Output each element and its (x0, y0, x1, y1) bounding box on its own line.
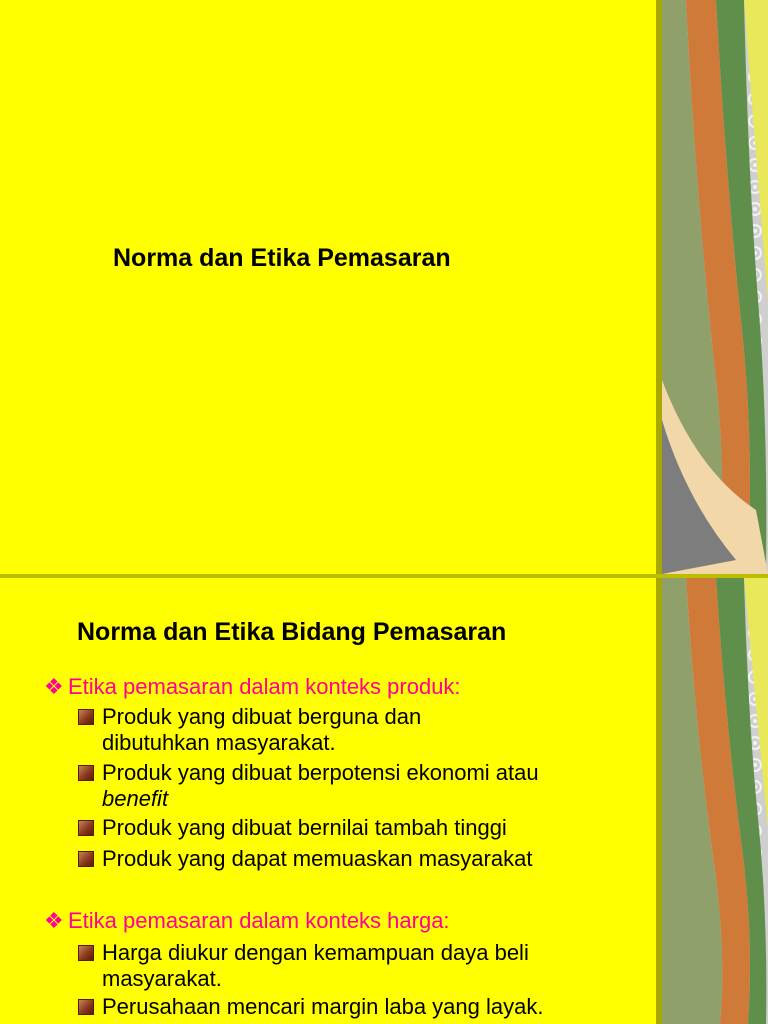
list-item: Perusahaan mencari margin laba yang layak. (78, 994, 648, 1020)
decorative-border-image (656, 0, 768, 574)
square-bullet-icon (78, 851, 94, 867)
list-item: Produk yang dibuat berpotensi ekonomi atau benefit (78, 760, 648, 812)
slide-content-title: Norma dan Etika Bidang Pemasaran (77, 618, 507, 646)
slide-title-text: Norma dan Etika Pemasaran (113, 244, 451, 272)
slide-content (0, 578, 768, 1024)
square-bullet-icon (78, 765, 94, 781)
list-item: Harga diukur dengan kemampuan daya beli masyarakat. (78, 940, 648, 992)
square-bullet-icon (78, 820, 94, 836)
square-bullet-icon (78, 709, 94, 725)
section-heading-harga: ❖ Etika pemasaran dalam konteks harga: (44, 908, 450, 933)
diamond-bullet-icon: ❖ (44, 674, 64, 699)
diamond-bullet-icon: ❖ (44, 908, 64, 933)
list-item: Produk yang dibuat berguna dan dibutuhkan masyarakat. (78, 704, 648, 756)
decorative-border-image (656, 578, 768, 1024)
section-heading-produk: ❖ Etika pemasaran dalam konteks produk: (44, 674, 461, 699)
square-bullet-icon (78, 945, 94, 961)
list-item: Produk yang dapat memuaskan masyarakat (78, 846, 648, 872)
square-bullet-icon (78, 999, 94, 1015)
list-item: Produk yang dibuat bernilai tambah tinggi (78, 815, 648, 841)
